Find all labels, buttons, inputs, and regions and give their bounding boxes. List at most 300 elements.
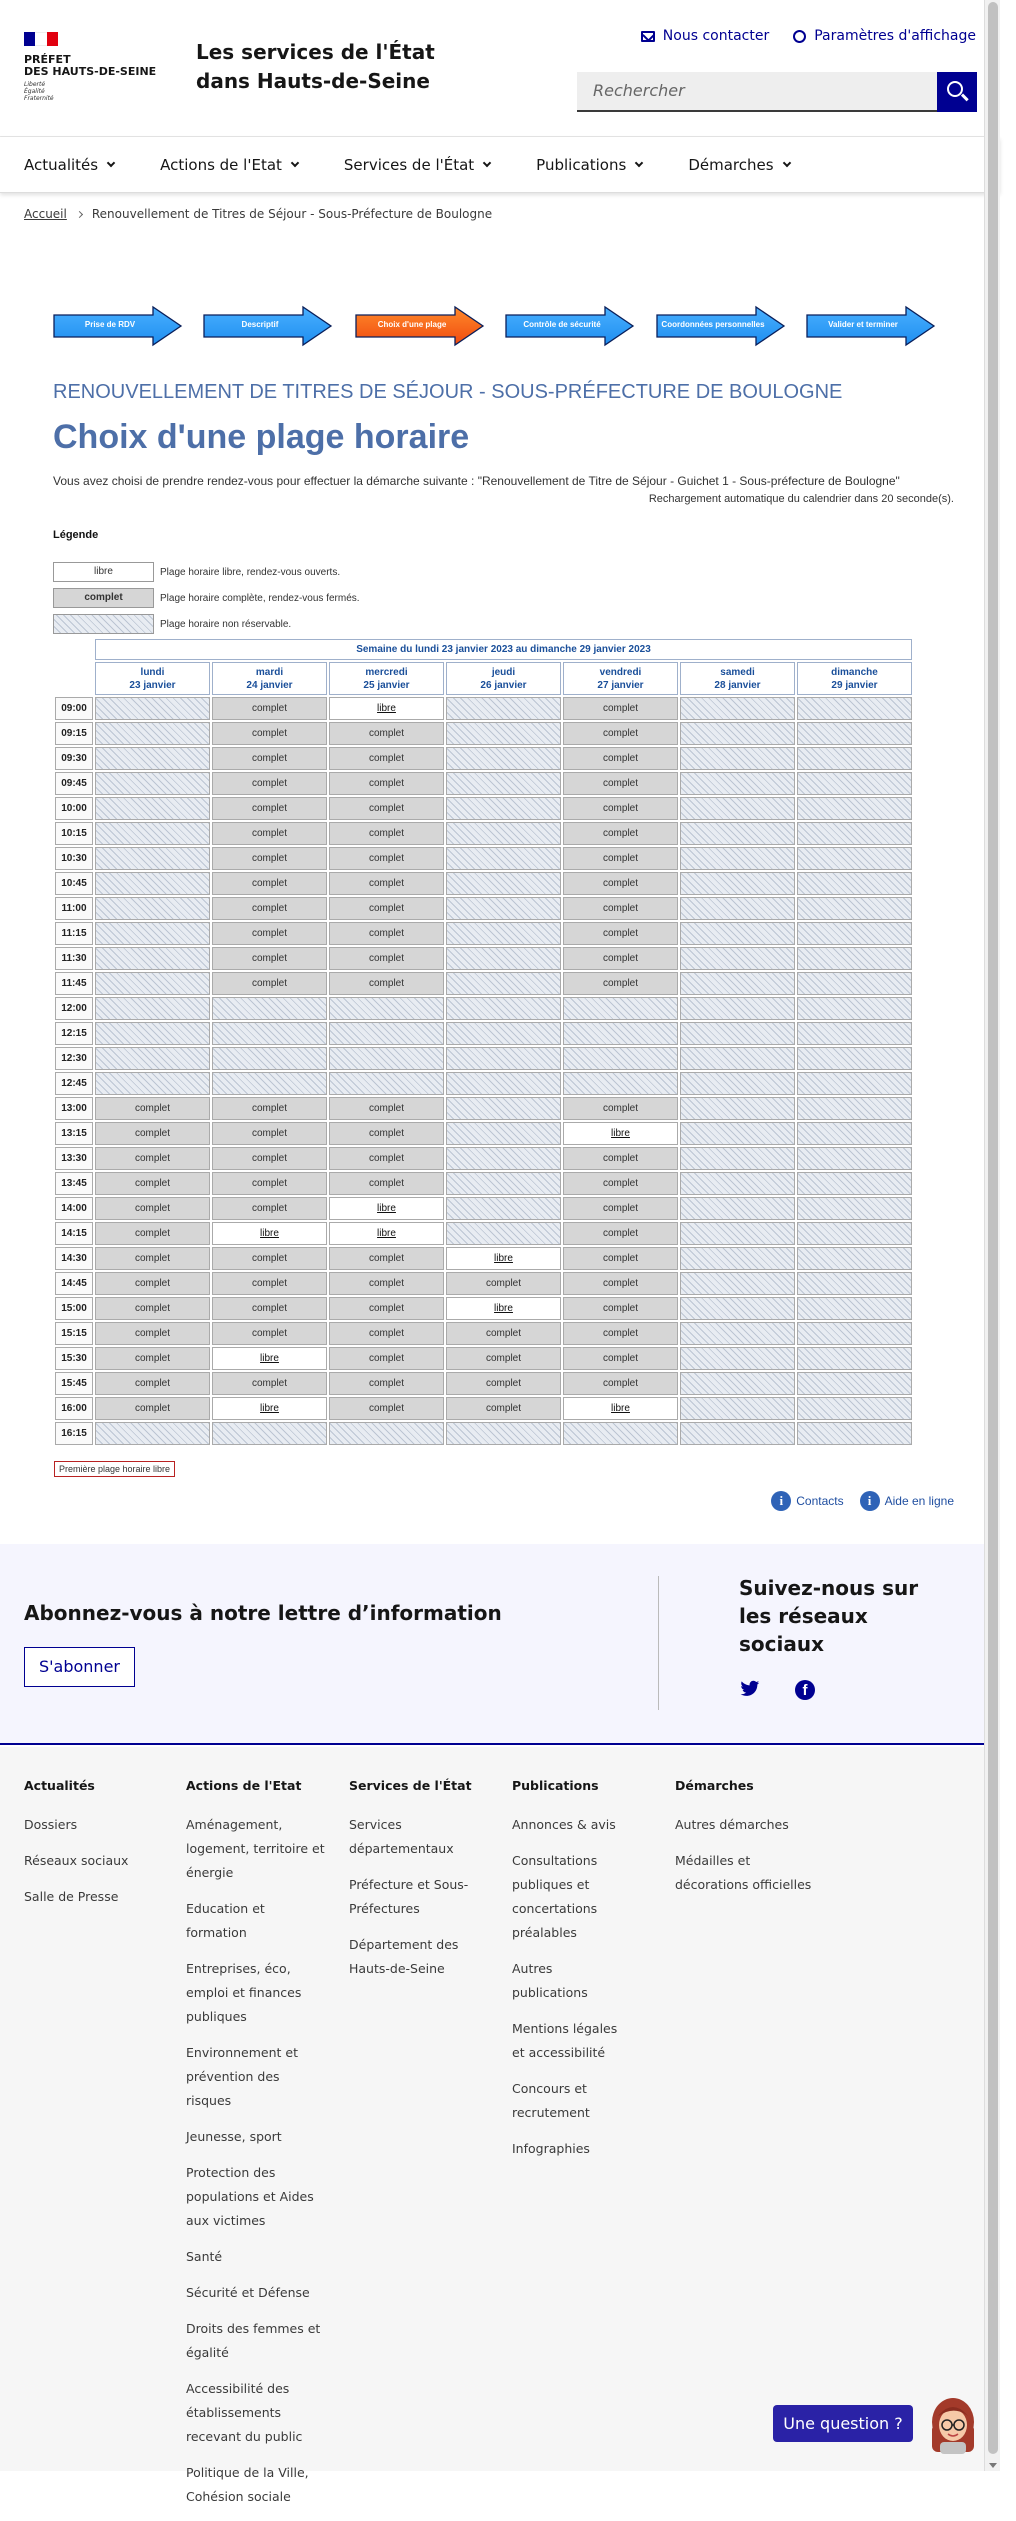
nav-item-actions[interactable] — [160, 156, 298, 174]
slot-unavailable — [446, 1422, 561, 1445]
slot-full: complet — [329, 772, 444, 795]
slot-unavailable — [797, 1247, 912, 1270]
day-name: lundi — [140, 666, 165, 678]
slot-full: complet — [329, 1247, 444, 1270]
slot-unavailable — [797, 772, 912, 795]
nav-label: Services de l'État — [343, 155, 475, 174]
time-label: 14:00 — [55, 1197, 93, 1220]
time-label: 13:15 — [55, 1122, 93, 1145]
slot-full: complet — [329, 722, 444, 745]
time-row — [55, 972, 912, 995]
footer-link[interactable]: Services départementaux — [349, 1817, 454, 1856]
slot-full: complet — [95, 1397, 210, 1420]
slot-free[interactable]: libre — [563, 1397, 678, 1420]
slot-unavailable — [95, 822, 210, 845]
slot-full: complet — [212, 972, 327, 995]
slot-unavailable — [680, 797, 795, 820]
slot-full: complet — [329, 922, 444, 945]
chevron-down-icon — [291, 158, 299, 166]
slot-unavailable — [680, 1147, 795, 1170]
footer-column-title: Actualités — [24, 1778, 95, 1793]
calendar-corner — [55, 662, 93, 695]
time-label: 10:15 — [55, 822, 93, 845]
slot-unavailable — [797, 1172, 912, 1195]
slot-full: complet — [329, 897, 444, 920]
slot-unavailable — [446, 1122, 561, 1145]
motto-1: Liberté — [24, 81, 46, 88]
slot-unavailable — [95, 872, 210, 895]
nav-item-actualites[interactable] — [24, 156, 114, 174]
slot-unavailable — [95, 1422, 210, 1445]
slot-full: complet — [563, 947, 678, 970]
slot-unavailable — [680, 1297, 795, 1320]
legend-text-na: Plage horaire non réservable. — [160, 618, 292, 630]
slot-unavailable — [680, 872, 795, 895]
slot-full: complet — [329, 747, 444, 770]
slot-unavailable — [446, 1097, 561, 1120]
chat-avatar-icon[interactable] — [928, 2394, 978, 2454]
legend-title: Légende — [53, 529, 99, 541]
slot-full: complet — [329, 1147, 444, 1170]
slot-unavailable — [797, 1297, 912, 1320]
slot-unavailable — [680, 697, 795, 720]
marianne-flag-icon — [24, 32, 58, 46]
time-row — [55, 1297, 912, 1320]
slot-unavailable — [446, 822, 561, 845]
slot-unavailable — [446, 922, 561, 945]
time-row — [55, 722, 912, 745]
nav-label: Publications — [536, 155, 627, 174]
slot-unavailable — [797, 1097, 912, 1120]
day-date: 25 janvier — [363, 679, 410, 691]
breadcrumb-current: Renouvellement de Titres de Séjour - Sous-Préfecture de Boulogne — [91, 207, 493, 221]
slot-unavailable — [680, 1247, 795, 1270]
subscribe-button[interactable]: S'abonner — [24, 1647, 135, 1687]
chevron-down-icon — [483, 158, 491, 166]
slot-unavailable — [212, 997, 327, 1020]
day-header — [680, 662, 795, 695]
day-name: mercredi — [365, 666, 408, 678]
slot-unavailable — [680, 1197, 795, 1220]
step-label: Choix d'une plage — [377, 320, 447, 329]
footer-link[interactable]: Droits des femmes et égalité — [186, 2321, 321, 2360]
time-row — [55, 847, 912, 870]
time-label: 11:45 — [55, 972, 93, 995]
slot-unavailable — [680, 897, 795, 920]
slot-unavailable — [797, 1422, 912, 1445]
time-row — [55, 1397, 912, 1420]
footer-link[interactable]: Entreprises, éco, emploi et finances publiques — [186, 1961, 302, 2024]
display-settings-link[interactable] — [793, 28, 976, 44]
time-label: 09:30 — [55, 747, 93, 770]
slot-full: complet — [212, 1372, 327, 1395]
footer-link[interactable]: Politique de la Ville, Cohésion sociale — [186, 2465, 309, 2504]
slot-unavailable — [563, 1072, 678, 1095]
reload-notice: Rechargement automatique du calendrier dans 20 seconde(s). — [648, 493, 954, 505]
step-6 — [806, 306, 936, 346]
slot-unavailable — [680, 1347, 795, 1370]
scrollbar-thumb[interactable] — [988, 2, 998, 2454]
day-date: 27 janvier — [597, 679, 644, 691]
breadcrumb-home[interactable]: Accueil — [24, 207, 67, 221]
slot-unavailable — [563, 1422, 678, 1445]
slot-unavailable — [212, 1422, 327, 1445]
time-label: 10:30 — [55, 847, 93, 870]
slot-unavailable — [446, 1022, 561, 1045]
time-row — [55, 747, 912, 770]
site-title[interactable]: Les services de l'État dans Hauts-de-Seine — [196, 40, 435, 93]
legend — [53, 562, 360, 640]
nav-item-demarches[interactable] — [688, 156, 789, 174]
time-row — [55, 697, 912, 720]
footer-link[interactable]: Préfecture et Sous-Préfectures — [349, 1877, 469, 1916]
slot-unavailable — [680, 1097, 795, 1120]
legend-box-free: libre — [53, 562, 154, 582]
slot-full: complet — [329, 1372, 444, 1395]
slot-unavailable — [446, 1147, 561, 1170]
time-row — [55, 1097, 912, 1120]
footer-column — [512, 1778, 632, 2173]
logo-motto — [24, 81, 164, 102]
time-label: 16:00 — [55, 1397, 93, 1420]
time-row — [55, 1022, 912, 1045]
slot-full: complet — [563, 897, 678, 920]
legend-box-na — [53, 614, 154, 634]
time-row — [55, 1197, 912, 1220]
time-row — [55, 772, 912, 795]
slot-unavailable — [680, 922, 795, 945]
slot-unavailable — [680, 1172, 795, 1195]
slot-full: complet — [212, 1172, 327, 1195]
slot-unavailable — [446, 972, 561, 995]
slot-unavailable — [446, 947, 561, 970]
slot-unavailable — [95, 847, 210, 870]
slot-full: complet — [95, 1347, 210, 1370]
progress-steps — [53, 306, 933, 346]
footer-link[interactable]: Aménagement, logement, territoire et énergie — [186, 1817, 325, 1880]
slot-unavailable — [680, 997, 795, 1020]
slot-full: complet — [563, 847, 678, 870]
main-nav — [0, 137, 1000, 193]
footer-link[interactable]: Annonces & avis — [512, 1817, 616, 1832]
calendar-table — [53, 637, 914, 1447]
slot-full: complet — [212, 1122, 327, 1145]
newsletter-title: Abonnez-vous à notre lettre d’information — [24, 1601, 502, 1625]
slot-free[interactable]: libre — [563, 1122, 678, 1145]
step-1 — [53, 306, 183, 346]
slot-full: complet — [563, 722, 678, 745]
day-name: mardi — [255, 666, 284, 678]
slot-full: complet — [563, 1097, 678, 1120]
slot-unavailable — [212, 1072, 327, 1095]
slot-full: complet — [212, 1272, 327, 1295]
page-scrollbar[interactable] — [984, 0, 1000, 2471]
time-row — [55, 1172, 912, 1195]
slot-full: complet — [446, 1372, 561, 1395]
slot-unavailable — [95, 1072, 210, 1095]
slot-free[interactable]: libre — [212, 1347, 327, 1370]
online-help-label: Aide en ligne — [884, 1494, 954, 1508]
slot-full: complet — [95, 1097, 210, 1120]
social-title: Suivez-nous sur les réseaux sociaux — [739, 1576, 919, 1656]
slot-free[interactable]: libre — [212, 1397, 327, 1420]
slot-unavailable — [446, 722, 561, 745]
slot-unavailable — [95, 922, 210, 945]
slot-unavailable — [95, 697, 210, 720]
footer-link[interactable]: Département des Hauts-de-Seine — [349, 1937, 459, 1976]
contact-link[interactable] — [641, 28, 769, 44]
step-4 — [505, 306, 635, 346]
week-label: Semaine du lundi 23 janvier 2023 au dimanche 29 janvier 2023 — [95, 639, 912, 660]
scroll-down-icon[interactable] — [989, 2463, 997, 2468]
slot-full: complet — [95, 1247, 210, 1270]
online-help-link[interactable] — [860, 1491, 954, 1511]
slot-unavailable — [446, 747, 561, 770]
time-row — [55, 1247, 912, 1270]
time-row — [55, 997, 912, 1020]
slot-unavailable — [797, 847, 912, 870]
slot-unavailable — [680, 1072, 795, 1095]
day-header — [797, 662, 912, 695]
footer-link[interactable]: Sécurité et Défense — [186, 2285, 310, 2300]
footer-link[interactable]: Autres publications — [512, 1961, 588, 2000]
slot-full: complet — [563, 1172, 678, 1195]
slot-full: complet — [563, 1222, 678, 1245]
search-input[interactable]: Rechercher — [577, 72, 937, 112]
slot-unavailable — [680, 747, 795, 770]
site-footer — [0, 1747, 1000, 2504]
slot-unavailable — [446, 1197, 561, 1220]
display-settings-label: Paramètres d'affichage — [814, 28, 976, 44]
slot-full: complet — [563, 1322, 678, 1345]
footer-link[interactable]: Réseaux sociaux — [24, 1853, 129, 1868]
contacts-label: Contacts — [796, 1494, 844, 1508]
slot-full: complet — [212, 822, 327, 845]
footer-link[interactable]: Infographies — [512, 2141, 590, 2156]
slot-full: complet — [563, 697, 678, 720]
slot-full: complet — [212, 697, 327, 720]
slot-unavailable — [797, 947, 912, 970]
step-label: Prise de RDV — [84, 320, 136, 329]
slot-unavailable — [329, 1072, 444, 1095]
prefet-logo[interactable] — [24, 32, 164, 102]
time-row — [55, 1072, 912, 1095]
day-date: 28 janvier — [714, 679, 761, 691]
footer-link[interactable]: Mentions légales et accessibilité — [512, 2021, 618, 2060]
slot-unavailable — [797, 822, 912, 845]
slot-free[interactable]: libre — [212, 1222, 327, 1245]
slot-free[interactable]: libre — [329, 1222, 444, 1245]
slot-full: complet — [329, 872, 444, 895]
slot-unavailable — [212, 1022, 327, 1045]
slot-full: complet — [329, 1097, 444, 1120]
slot-unavailable — [95, 997, 210, 1020]
contacts-link[interactable] — [771, 1491, 843, 1511]
slot-full: complet — [563, 922, 678, 945]
slot-unavailable — [95, 772, 210, 795]
time-label: 12:30 — [55, 1047, 93, 1070]
nav-item-services[interactable] — [344, 156, 490, 174]
time-row — [55, 1372, 912, 1395]
slot-unavailable — [797, 1372, 912, 1395]
footer-link[interactable]: Concours et recrutement — [512, 2081, 590, 2120]
nav-label: Actions de l'Etat — [160, 155, 282, 174]
legend-text-full: Plage horaire complète, rendez-vous fermés. — [160, 592, 360, 604]
time-row — [55, 1222, 912, 1245]
footer-link[interactable]: Salle de Presse — [24, 1889, 119, 1904]
slot-unavailable — [329, 1022, 444, 1045]
first-free-slot-button[interactable]: Première plage horaire libre — [54, 1461, 175, 1477]
slot-unavailable — [446, 897, 561, 920]
time-label: 11:30 — [55, 947, 93, 970]
info-icon: i — [860, 1491, 880, 1511]
footer-column-title: Démarches — [675, 1778, 754, 1793]
slot-unavailable — [680, 1122, 795, 1145]
slot-full: complet — [446, 1272, 561, 1295]
time-row — [55, 872, 912, 895]
nav-item-publications[interactable] — [536, 156, 642, 174]
slot-unavailable — [446, 872, 561, 895]
divider — [658, 1576, 659, 1710]
motto-3: Fraternité — [24, 95, 54, 102]
footer-link[interactable]: Médailles et décorations officielles — [675, 1853, 812, 1892]
slot-full: complet — [329, 847, 444, 870]
site-header — [0, 0, 1000, 137]
search-button[interactable] — [937, 72, 977, 112]
footer-link[interactable]: Consultations publiques et concertations préalables — [512, 1853, 598, 1940]
slot-unavailable — [446, 1047, 561, 1070]
time-label: 12:45 — [55, 1072, 93, 1095]
slot-full: complet — [95, 1197, 210, 1220]
time-label: 13:30 — [55, 1147, 93, 1170]
footer-link[interactable]: Dossiers — [24, 1817, 78, 1832]
day-header — [446, 662, 561, 695]
slot-full: complet — [563, 1197, 678, 1220]
slot-unavailable — [680, 1047, 795, 1070]
slot-full: complet — [563, 1247, 678, 1270]
time-label: 14:30 — [55, 1247, 93, 1270]
time-label: 14:15 — [55, 1222, 93, 1245]
legend-box-full: complet — [53, 588, 154, 608]
slot-unavailable — [446, 1072, 561, 1095]
slot-full: complet — [329, 797, 444, 820]
slot-full: complet — [329, 1322, 444, 1345]
step-label: Contrôle de sécurité — [523, 320, 601, 329]
slot-full: complet — [212, 897, 327, 920]
slot-full: complet — [329, 1347, 444, 1370]
slot-free[interactable]: libre — [329, 697, 444, 720]
slot-full: complet — [563, 1147, 678, 1170]
slot-unavailable — [797, 722, 912, 745]
chevron-down-icon — [782, 158, 790, 166]
time-label: 12:00 — [55, 997, 93, 1020]
footer-link[interactable]: Protection des populations et Aides aux victimes — [186, 2165, 314, 2228]
time-label: 09:15 — [55, 722, 93, 745]
slot-full: complet — [212, 872, 327, 895]
slot-unavailable — [797, 1022, 912, 1045]
slot-full: complet — [212, 847, 327, 870]
slot-unavailable — [680, 947, 795, 970]
slot-free[interactable]: libre — [446, 1247, 561, 1270]
slot-unavailable — [797, 1397, 912, 1420]
footer-link[interactable]: Santé — [186, 2249, 223, 2264]
info-icon: i — [771, 1491, 791, 1511]
slot-unavailable — [563, 997, 678, 1020]
slot-unavailable — [680, 1222, 795, 1245]
slot-full: complet — [329, 1297, 444, 1320]
slot-full: complet — [212, 747, 327, 770]
display-settings-icon — [793, 30, 806, 43]
chat-button[interactable]: Une question ? — [773, 2405, 913, 2442]
slot-full: complet — [212, 1147, 327, 1170]
slot-full: complet — [446, 1322, 561, 1345]
slot-full: complet — [563, 1272, 678, 1295]
footer-link[interactable]: Accessibilité des établissements recevant du public — [186, 2381, 303, 2444]
slot-full: complet — [95, 1172, 210, 1195]
time-row — [55, 897, 912, 920]
slot-free[interactable]: libre — [446, 1297, 561, 1320]
footer-column-title: Services de l'État — [349, 1778, 472, 1793]
legend-row-na — [53, 614, 360, 634]
time-label: 10:00 — [55, 797, 93, 820]
slot-full: complet — [329, 822, 444, 845]
mail-icon — [641, 31, 655, 42]
chevron-right-icon — [76, 210, 83, 217]
footer-link[interactable]: Autres démarches — [675, 1817, 789, 1832]
slot-unavailable — [797, 972, 912, 995]
slot-unavailable — [680, 822, 795, 845]
slot-unavailable — [446, 997, 561, 1020]
step-2 — [203, 306, 333, 346]
slot-full: complet — [563, 822, 678, 845]
footer-link[interactable]: Education et formation — [186, 1901, 265, 1940]
slot-unavailable — [563, 1047, 678, 1070]
time-row — [55, 922, 912, 945]
time-row — [55, 947, 912, 970]
legend-text-free: Plage horaire libre, rendez-vous ouverts. — [160, 566, 341, 578]
facebook-icon[interactable]: f — [795, 1680, 815, 1700]
slot-full: complet — [212, 1197, 327, 1220]
slot-full: complet — [563, 972, 678, 995]
slot-full: complet — [212, 947, 327, 970]
slot-full: complet — [329, 1272, 444, 1295]
day-name: samedi — [720, 666, 755, 678]
slot-full: complet — [329, 1122, 444, 1145]
slot-unavailable — [797, 1197, 912, 1220]
slot-full: complet — [563, 747, 678, 770]
time-row — [55, 1272, 912, 1295]
slot-free[interactable]: libre — [329, 1197, 444, 1220]
slot-unavailable — [797, 997, 912, 1020]
step-label: Descriptif — [241, 320, 279, 329]
time-row — [55, 1322, 912, 1345]
footer-link[interactable]: Environnement et prévention des risques — [186, 2045, 298, 2108]
slot-unavailable — [95, 897, 210, 920]
slot-full: complet — [212, 722, 327, 745]
time-row — [55, 1122, 912, 1145]
slot-unavailable — [680, 772, 795, 795]
slot-unavailable — [797, 1347, 912, 1370]
slot-full: complet — [563, 772, 678, 795]
intro-text: Vous avez choisi de prendre rendez-vous pour effectuer la démarche suivante : "Renouvellement de Titre de Séjour - Guichet 1 - Sous-préfecture de Boulogne" — [53, 474, 900, 488]
footer-link[interactable]: Jeunesse, sport — [186, 2129, 282, 2144]
slot-full: complet — [95, 1272, 210, 1295]
slot-unavailable — [797, 1147, 912, 1170]
slot-full: complet — [95, 1322, 210, 1345]
slot-full: complet — [446, 1397, 561, 1420]
twitter-icon[interactable] — [740, 1680, 760, 1698]
footer-column — [186, 1778, 326, 2521]
